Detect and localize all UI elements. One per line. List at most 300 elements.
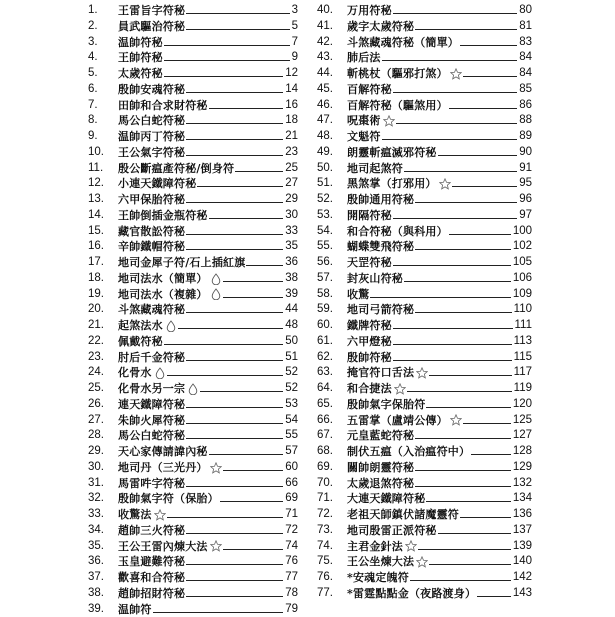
entry-page-number: 143 (513, 586, 532, 602)
toc-entry[interactable] (88, 176, 298, 192)
entry-page-number: 36 (285, 255, 298, 271)
dot-leader (415, 192, 517, 203)
entry-number: 10. (88, 145, 118, 161)
entry-number: 77. (317, 586, 347, 602)
entry-title: 員武驅治符秘 (118, 19, 185, 35)
entry-title: 王公坐煉大法 (347, 554, 414, 570)
entry-number: 56. (317, 255, 347, 271)
entry-number: 32. (88, 491, 118, 507)
entry-page-number: 21 (285, 129, 298, 145)
star-icon (450, 68, 462, 80)
entry-number: 39. (88, 602, 118, 617)
entry-number: 20. (88, 302, 118, 318)
toc-entry[interactable] (88, 271, 298, 287)
dot-leader (393, 82, 517, 93)
entry-number: 22. (88, 334, 118, 350)
toc-entry[interactable] (88, 129, 298, 145)
entry-title: 肺后法 (347, 50, 381, 66)
entry-page-number: 132 (513, 476, 532, 492)
dot-leader (382, 50, 518, 61)
entry-page-number: 16 (285, 98, 298, 114)
entry-number: 71. (317, 491, 347, 507)
entry-number: 40. (317, 3, 347, 19)
toc-entry[interactable] (88, 318, 298, 334)
entry-number: 18. (88, 271, 118, 287)
star-icon (439, 178, 451, 190)
entry-page-number: 88 (519, 113, 532, 129)
toc-entry[interactable] (317, 66, 532, 82)
toc-entry[interactable] (317, 365, 532, 381)
toc-entry[interactable] (317, 318, 532, 334)
entry-title: 藏官散訟符秘 (118, 224, 185, 240)
entry-number: 23. (88, 350, 118, 366)
toc-entry[interactable] (317, 302, 532, 318)
toc-entry[interactable] (317, 239, 532, 255)
entry-page-number: 30 (285, 208, 298, 224)
toc-entry[interactable] (317, 554, 532, 570)
entry-title: 制伏五瘟（入治瘟符中） (347, 444, 470, 460)
entry-title: 地司丹（三光丹） (118, 460, 208, 476)
toc-entry[interactable] (317, 129, 532, 145)
entry-number: 68. (317, 444, 347, 460)
toc-entry[interactable] (88, 19, 298, 35)
entry-page-number: 51 (285, 350, 298, 366)
dot-leader (186, 523, 283, 534)
toc-entry[interactable] (317, 192, 532, 208)
toc-entry[interactable] (317, 224, 532, 240)
entry-title: 收驚法 (118, 507, 152, 523)
entry-number: 17. (88, 255, 118, 271)
entry-number: 35. (88, 539, 118, 555)
toc-entry[interactable] (317, 35, 532, 51)
dot-leader (209, 444, 284, 455)
toc-column-right (317, 3, 532, 602)
dot-leader (410, 570, 511, 581)
toc-entry[interactable] (317, 82, 532, 98)
toc-entry[interactable] (317, 570, 532, 586)
entry-page-number: 23 (285, 145, 298, 161)
entry-number: 5. (88, 66, 118, 82)
entry-page-number: 115 (514, 350, 532, 366)
dot-leader (153, 602, 284, 613)
entry-title: 和合符秘（與科用） (347, 224, 448, 240)
dot-leader (186, 19, 289, 30)
entry-title: 小連天鐵障符秘 (118, 176, 196, 192)
toc-entry[interactable] (88, 365, 298, 381)
dot-leader (460, 35, 517, 46)
entry-title: 起煞法水 (118, 318, 163, 334)
toc-entry[interactable] (88, 3, 298, 19)
entry-title: 王公氣字符秘 (118, 145, 185, 161)
toc-entry[interactable] (317, 208, 532, 224)
entry-title: 王雷旨字符秘 (118, 3, 185, 19)
dot-leader (415, 302, 511, 313)
entry-page-number: 137 (513, 523, 532, 539)
dot-leader (186, 476, 283, 487)
dot-leader (186, 129, 283, 140)
dot-leader (452, 176, 518, 187)
toc-entry[interactable] (88, 224, 298, 240)
toc-entry[interactable] (88, 523, 298, 539)
toc-entry[interactable] (88, 350, 298, 366)
entry-page-number: 128 (513, 444, 532, 460)
entry-page-number: 72 (285, 523, 298, 539)
toc-entry[interactable] (88, 145, 298, 161)
entry-title: 開隔符秘 (347, 208, 392, 224)
star-icon (416, 556, 428, 568)
entry-page-number: 86 (519, 98, 532, 114)
toc-entry[interactable] (317, 98, 532, 114)
entry-title: 大連天鐵障符秘 (347, 491, 425, 507)
toc-entry[interactable] (88, 208, 298, 224)
entry-number: 38. (88, 586, 118, 602)
dot-leader (186, 570, 283, 581)
dot-leader (186, 113, 283, 124)
toc-entry[interactable] (88, 397, 298, 413)
entry-page-number: 52 (285, 365, 298, 381)
entry-number: 9. (88, 129, 118, 145)
entry-title: 黑煞掌（打邪用） (347, 176, 437, 192)
toc-entry[interactable] (317, 460, 532, 476)
toc-entry[interactable] (88, 586, 298, 602)
entry-page-number: 139 (513, 539, 532, 555)
entry-title: 天罡符秘 (347, 255, 392, 271)
toc-entry[interactable] (88, 381, 298, 397)
entry-number: 33. (88, 507, 118, 523)
entry-title: 殷帥通用符秘 (347, 192, 414, 208)
entry-title: 太歲符秘 (118, 66, 163, 82)
toc-entry[interactable] (88, 444, 298, 460)
entry-title: 朗靈斬瘟滅邪符秘 (347, 145, 437, 161)
dot-leader (438, 145, 518, 156)
toc-entry[interactable] (88, 539, 298, 555)
toc-entry[interactable] (88, 50, 298, 66)
entry-number: 55. (317, 239, 347, 255)
entry-number: 70. (317, 476, 347, 492)
entry-number: 73. (317, 523, 347, 539)
entry-page-number: 33 (285, 224, 298, 240)
toc-entry[interactable] (317, 539, 532, 555)
dot-leader (415, 19, 517, 30)
entry-title: 王帥符秘 (118, 50, 163, 66)
entry-title: 地司起煞符 (347, 161, 403, 177)
dot-leader (418, 539, 511, 550)
entry-page-number: 5 (292, 19, 298, 35)
entry-number: 46. (317, 98, 347, 114)
entry-number: 48. (317, 129, 347, 145)
entry-page-number: 136 (513, 507, 532, 523)
entry-title: 斗煞藏魂符秘（簡單） (347, 35, 459, 51)
entry-number: 62. (317, 350, 347, 366)
entry-number: 59. (317, 302, 347, 318)
toc-entry[interactable] (88, 507, 298, 523)
entry-page-number: 25 (285, 161, 298, 177)
dot-leader (382, 129, 518, 140)
entry-title: 地司金犀子符/石上插紅旗 (118, 255, 245, 271)
toc-entry[interactable] (88, 491, 298, 507)
entry-title: *安魂定魄符 (347, 570, 409, 586)
toc-entry[interactable] (317, 397, 532, 413)
entry-title: 殷公斷瘟產符秘/倒身符 (118, 161, 234, 177)
entry-page-number: 60 (285, 460, 298, 476)
entry-title: 斬桃杖（驅邪打煞） (347, 66, 448, 82)
dot-leader (235, 161, 283, 172)
toc-entry[interactable] (317, 413, 532, 429)
entry-number: 12. (88, 176, 118, 192)
dot-leader (393, 334, 512, 345)
dot-leader (209, 208, 284, 219)
entry-page-number: 102 (513, 239, 532, 255)
entry-page-number: 119 (514, 381, 532, 397)
entry-page-number: 95 (519, 176, 532, 192)
toc-entry[interactable] (317, 334, 532, 350)
toc-entry[interactable] (88, 287, 298, 303)
toc-entry[interactable] (317, 428, 532, 444)
entry-number: 49. (317, 145, 347, 161)
star-icon (154, 509, 166, 521)
toc-entry[interactable] (88, 334, 298, 350)
entry-title: 和合捷法 (347, 381, 392, 397)
entry-page-number: 106 (513, 271, 532, 287)
entry-page-number: 117 (514, 365, 532, 381)
toc-entry[interactable] (317, 523, 532, 539)
entry-number: 76. (317, 570, 347, 586)
toc-entry[interactable] (88, 98, 298, 114)
dot-leader (223, 539, 284, 550)
entry-number: 54. (317, 224, 347, 240)
entry-title: 馬公白蛇符秘 (118, 113, 185, 129)
entry-title: 地司殷雷正派符秘 (347, 523, 437, 539)
dot-leader (396, 113, 518, 124)
entry-number: 28. (88, 428, 118, 444)
entry-page-number: 29 (285, 192, 298, 208)
entry-title: 王公王雷內煉大法 (118, 539, 208, 555)
toc-entry[interactable] (88, 239, 298, 255)
dot-leader (393, 318, 513, 329)
entry-number: 4. (88, 50, 118, 66)
toc-entry[interactable] (88, 554, 298, 570)
toc-entry[interactable] (317, 476, 532, 492)
dot-leader (415, 476, 511, 487)
star-icon (416, 367, 428, 379)
toc-entry[interactable] (88, 35, 298, 51)
entry-number: 66. (317, 413, 347, 429)
entry-title: 殷帥氣字符（保胎） (118, 491, 219, 507)
dot-leader (186, 413, 283, 424)
toc-entry[interactable] (88, 66, 298, 82)
dot-leader (370, 287, 510, 298)
dot-leader (477, 586, 511, 597)
entry-title: 殷帥安魂符秘 (118, 82, 185, 98)
dot-leader (164, 35, 290, 46)
toc-entry[interactable] (88, 413, 298, 429)
entry-title: 百解符秘 (347, 82, 392, 98)
entry-page-number: 27 (285, 176, 298, 192)
entry-page-number: 48 (285, 318, 298, 334)
entry-number: 15. (88, 224, 118, 240)
entry-number: 8. (88, 113, 118, 129)
toc-entry[interactable] (317, 507, 532, 523)
toc-entry[interactable] (88, 460, 298, 476)
entry-number: 13. (88, 192, 118, 208)
dot-leader (164, 50, 290, 61)
dot-leader (393, 3, 517, 14)
dot-leader (429, 365, 511, 376)
toc-entry[interactable] (88, 113, 298, 129)
dot-leader (186, 3, 289, 14)
entry-title: 温帥符 (118, 602, 152, 617)
entry-page-number: 12 (285, 66, 298, 82)
toc-entry[interactable] (317, 350, 532, 366)
entry-title: 殷帥符秘 (347, 350, 392, 366)
dot-leader (404, 161, 517, 172)
toc-entry[interactable] (317, 19, 532, 35)
water-drop-icon (165, 320, 177, 332)
toc-entry[interactable] (88, 82, 298, 98)
entry-title: 呪棗術 (347, 113, 381, 129)
entry-page-number: 96 (519, 192, 532, 208)
entry-title: 斗煞藏魂符秘 (118, 302, 185, 318)
dot-leader (460, 507, 511, 518)
entry-number: 7. (88, 98, 118, 114)
toc-entry[interactable] (317, 491, 532, 507)
entry-page-number: 50 (285, 334, 298, 350)
entry-page-number: 14 (285, 82, 298, 98)
entry-number: 2. (88, 19, 118, 35)
toc-entry[interactable] (317, 271, 532, 287)
entry-title: *雷霆點點金（夜路渡身） (347, 586, 476, 602)
entry-page-number: 83 (519, 35, 532, 51)
entry-title: 地司法水（簡單） (118, 271, 208, 287)
dot-leader (471, 444, 511, 455)
entry-title: 收驚 (347, 287, 369, 303)
entry-number: 30. (88, 460, 118, 476)
entry-page-number: 77 (285, 570, 298, 586)
entry-number: 61. (317, 334, 347, 350)
toc-entry[interactable] (317, 3, 532, 19)
entry-page-number: 127 (513, 428, 532, 444)
toc-entry[interactable] (317, 287, 532, 303)
entry-title: 連天鐵障符秘 (118, 397, 185, 413)
entry-page-number: 120 (513, 397, 532, 413)
entry-number: 11. (88, 161, 118, 177)
entry-title: 主君金針法 (347, 539, 403, 555)
dot-leader (186, 397, 283, 408)
entry-title: 六甲保胎符秘 (118, 192, 185, 208)
entry-title: 天心家傳請諱內秘 (118, 444, 208, 460)
entry-page-number: 69 (285, 491, 298, 507)
toc-entry[interactable] (317, 586, 532, 602)
entry-title: 温帥符秘 (118, 35, 163, 51)
toc-entry[interactable] (88, 161, 298, 177)
entry-number: 65. (317, 397, 347, 413)
dot-leader (209, 98, 284, 109)
toc-entry[interactable] (88, 570, 298, 586)
entry-page-number: 109 (513, 287, 532, 303)
entry-title: 馬公白蛇符秘 (118, 428, 185, 444)
dot-leader (223, 287, 284, 298)
toc-entry[interactable] (88, 255, 298, 271)
water-drop-icon (154, 367, 166, 379)
dot-leader (463, 413, 511, 424)
entry-number: 57. (317, 271, 347, 287)
entry-page-number: 74 (285, 539, 298, 555)
entry-title: 化骨水 (118, 365, 152, 381)
entry-number: 1. (88, 3, 118, 19)
entry-title: 關帥朗靈符秘 (347, 460, 414, 476)
entry-number: 52. (317, 192, 347, 208)
dot-leader (449, 224, 511, 235)
toc-entry[interactable] (88, 192, 298, 208)
dot-leader (449, 98, 517, 109)
star-icon (394, 383, 406, 395)
entry-number: 16. (88, 239, 118, 255)
entry-title: 老祖天師鎮伏諸魔靈符 (347, 507, 459, 523)
entry-number: 24. (88, 365, 118, 381)
entry-title: 元皇藍蛇符秘 (347, 428, 414, 444)
entry-title: 朱帥火犀符秘 (118, 413, 185, 429)
entry-title: 地司弓箭符秘 (347, 302, 414, 318)
toc-entry[interactable] (317, 113, 532, 129)
toc-entry[interactable] (88, 476, 298, 492)
star-icon (383, 115, 395, 127)
toc-entry[interactable] (317, 381, 532, 397)
dot-leader (164, 66, 283, 77)
entry-page-number: 18 (285, 113, 298, 129)
dot-leader (186, 82, 283, 93)
dot-leader (220, 491, 283, 502)
entry-page-number: 71 (285, 507, 298, 523)
entry-page-number: 110 (514, 302, 532, 318)
entry-title: 百解符秘（驅煞用） (347, 98, 448, 114)
entry-number: 21. (88, 318, 118, 334)
dot-leader (186, 192, 283, 203)
entry-title: 玉皇避難符秘 (118, 554, 185, 570)
entry-number: 31. (88, 476, 118, 492)
toc-entry[interactable] (88, 302, 298, 318)
entry-number: 27. (88, 413, 118, 429)
star-icon (210, 462, 222, 474)
entry-page-number: 111 (515, 318, 532, 334)
dot-leader (223, 271, 284, 282)
dot-leader (186, 224, 283, 235)
toc-entry[interactable] (317, 145, 532, 161)
star-icon (405, 540, 417, 552)
entry-title: 馬雷吽字符秘 (118, 476, 185, 492)
entry-page-number: 53 (285, 397, 298, 413)
toc-entry[interactable] (317, 176, 532, 192)
entry-title: 化骨水另一宗 (118, 381, 185, 397)
dot-leader (463, 66, 517, 77)
toc-entry[interactable] (88, 428, 298, 444)
toc-entry[interactable] (317, 444, 532, 460)
entry-page-number: 129 (513, 460, 532, 476)
entry-page-number: 3 (292, 3, 298, 19)
toc-entry[interactable] (317, 161, 532, 177)
entry-number: 58. (317, 287, 347, 303)
dot-leader (197, 176, 283, 187)
dot-leader (426, 397, 510, 408)
toc-entry[interactable] (317, 50, 532, 66)
dot-leader (429, 554, 511, 565)
entry-number: 45. (317, 82, 347, 98)
toc-column-left (88, 3, 298, 617)
entry-page-number: 76 (285, 554, 298, 570)
entry-page-number: 44 (285, 302, 298, 318)
entry-page-number: 9 (292, 50, 298, 66)
dot-leader (404, 271, 511, 282)
toc-entry[interactable] (317, 255, 532, 271)
